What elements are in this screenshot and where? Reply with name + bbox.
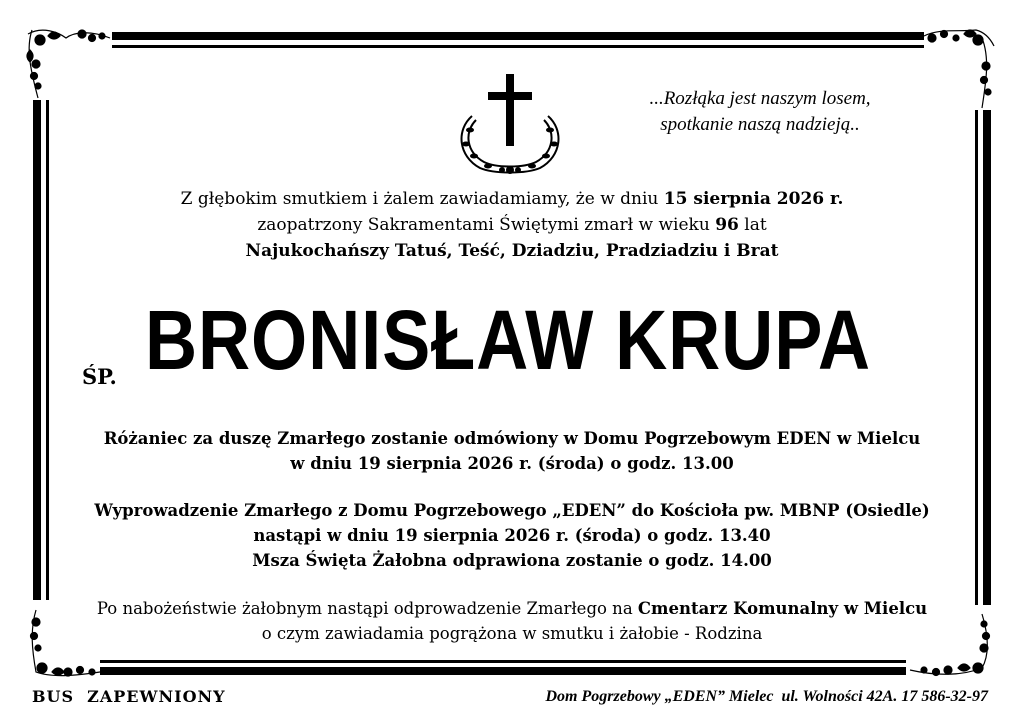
intro-text: zaopatrzony Sakramentami Świętymi zmarł w wieku (257, 215, 716, 235)
rosary-line: Różaniec za duszę Zmarłego zostanie odmówiony w Domu Pogrzebowym EDEN w Mielcu (103, 429, 921, 448)
rosary-paragraph (40, 426, 984, 476)
burial-line (40, 596, 984, 621)
procession-line: Msza Święta Żałobna odprawiona zostanie o godz. 14.00 (252, 551, 772, 570)
cross-icon (450, 70, 570, 180)
intro-text: Z głębokim smutkiem i żalem zawiadamiamy, że w dniu (180, 189, 664, 209)
relation-line (40, 238, 984, 264)
floral-corner-icon (920, 22, 1000, 112)
cemetery-name: Cmentarz Komunalny w Mielcu (637, 599, 928, 618)
procession-line: Wyprowadzenie Zmarłego z Domu Pogrzebowego „EDEN” do Kościoła pw. MBNP (Osiedle) (94, 501, 930, 520)
quote-line: ...Rozłąka jest naszym losem, (649, 88, 871, 109)
age: 96 (715, 215, 739, 235)
border-bottom-thick (100, 667, 906, 675)
intro-text: lat (738, 215, 767, 235)
procession-paragraph (40, 498, 984, 573)
burial-line: o czym zawiadamia pogrążona w smutku i żałobie - Rodzina (261, 624, 763, 643)
rosary-line: w dniu 19 sierpnia 2026 r. (środa) o godz. 13.00 (290, 454, 734, 473)
border-bottom-thin (100, 660, 906, 663)
intro-paragraph (40, 186, 984, 264)
bus-notice: BUS ZAPEWNIONY (32, 687, 226, 706)
border-right-thick (983, 110, 991, 605)
deceased-name: BRONISŁAW KRUPA (145, 293, 871, 387)
burial-paragraph (40, 596, 984, 646)
floral-corner-icon (22, 24, 118, 104)
name-prefix: ŚP. (82, 364, 117, 389)
procession-line: nastąpi w dniu 19 sierpnia 2026 r. (środa) o godz. 13.40 (253, 526, 771, 545)
funeral-home-contact: Dom Pogrzebowy „EDEN” Mielec ul. Wolności 42A. 17 586-32-97 (545, 688, 988, 705)
intro-line (40, 212, 984, 238)
border-top-thin (112, 45, 924, 48)
quote (600, 86, 920, 138)
death-date: 15 sierpnia 2026 r. (663, 189, 844, 209)
intro-line (40, 186, 984, 212)
border-top-thick (112, 32, 924, 40)
relation-text: Najukochańszy Tatuś, Teść, Dziadziu, Pradziadziu i Brat (245, 241, 779, 261)
burial-text: Po nabożeństwie żałobnym nastąpi odprowadzenie Zmarłego na (96, 599, 638, 618)
quote-line: spotkanie naszą nadzieją.. (660, 114, 860, 135)
